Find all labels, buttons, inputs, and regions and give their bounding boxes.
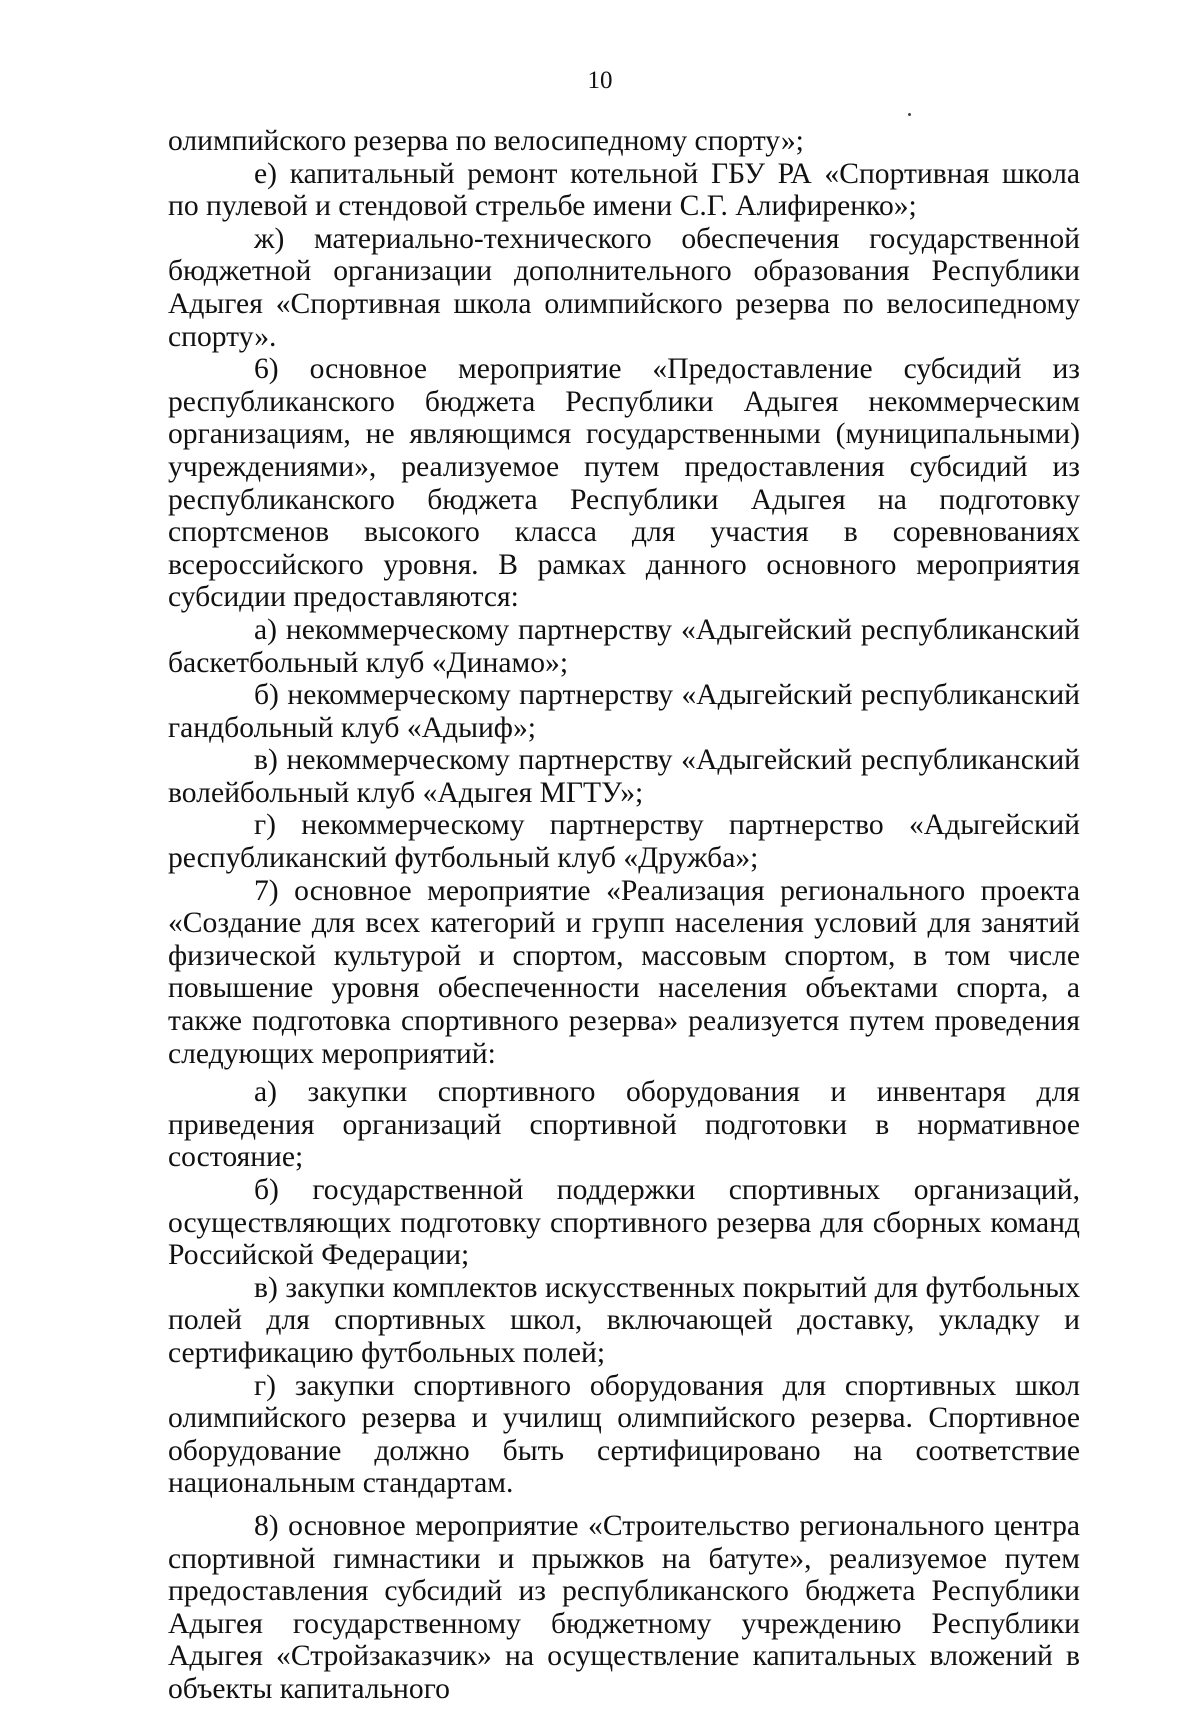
paragraph-item-b-adyif: б) некоммерческому партнерству «Адыгейский республиканский гандбольный клуб «Адыиф»; [168, 679, 1080, 744]
paragraph-item-a-dinamo: а) некоммерческому партнерству «Адыгейский республиканский баскетбольный клуб «Динамо»; [168, 613, 1080, 679]
paragraph-measure-8: 8) основное мероприятие «Строительство регионального центра спортивной гимнастики и прыжков на батуте», реализуемое путем предоставления субсидий из республиканского бюджета Республики Адыгея государственному бюджетному учреждению Республики Адыгея «Стройзаказчик» на осуществление капитальных вложений в объекты капитального [168, 1509, 1080, 1705]
scan-speck [908, 113, 911, 116]
paragraph-item-e: е) капитальный ремонт котельной ГБУ РА «Спортивная школа по пулевой и стендовой стрельбе имени С.Г. Алифиренко»; [168, 157, 1080, 223]
paragraph-item-g-olympic: г) закупки спортивного оборудования для спортивных школ олимпийского резерва и училищ олимпийского резерва. Спортивное оборудование должно быть сертифицировано на соответствие национальным стандартам. [168, 1369, 1080, 1500]
document-body [168, 125, 1080, 1706]
paragraph-item-v-mgtu: в) некоммерческому партнерству «Адыгейский республиканский волейбольный клуб «Адыгея МГТУ»; [168, 744, 1080, 809]
paragraph-item-g-druzhba: г) некоммерческому партнерству партнерство «Адыгейский республиканский футбольный клуб «Дружба»; [168, 809, 1080, 875]
paragraph-measure-7: 7) основное мероприятие «Реализация регионального проекта «Создание для всех категорий и групп населения условий для занятий физической культурой и спортом, массовым спортом, в том числе повышение уровня обеспеченности населения объектами спорта, а также подготовка спортивного резерва» реализуется путем проведения следующих мероприятий: [168, 874, 1080, 1070]
paragraph-measure-6: 6) основное мероприятие «Предоставление субсидий из республиканского бюджета Республики Адыгея некоммерческим организациям, не являющимся государственными (муниципальными) учреждениями», реализуемое путем предоставления субсидий из республиканского бюджета Республики Адыгея на подготовку спортсменов высокого класса для участия в соревнованиях всероссийского уровня. В рамках данного основного мероприятия субсидии предоставляются: [168, 353, 1080, 614]
paragraph-continuation: олимпийского резерва по велосипедному спорту»; [168, 125, 804, 157]
page-number: 10 [587, 67, 613, 94]
paragraph-item-b-support: б) государственной поддержки спортивных организаций, осуществляющих подготовку спортивного резерва для сборных команд Российской Федерации; [168, 1174, 1080, 1272]
paragraph-item-zh: ж) материально-технического обеспечения государственной бюджетной организации дополнительного образования Республики Адыгея «Спортивная школа олимпийского резерва по велосипедному спорту». [168, 222, 1080, 353]
paragraph-item-v-turf: в) закупки комплектов искусственных покрытий для футбольных полей для спортивных школ, включающей доставку, укладку и сертификацию футбольных полей; [168, 1271, 1080, 1369]
paragraph-item-a-equipment: а) закупки спортивного оборудования и инвентаря для приведения организаций спортивной подготовки в нормативное состояние; [168, 1076, 1080, 1174]
